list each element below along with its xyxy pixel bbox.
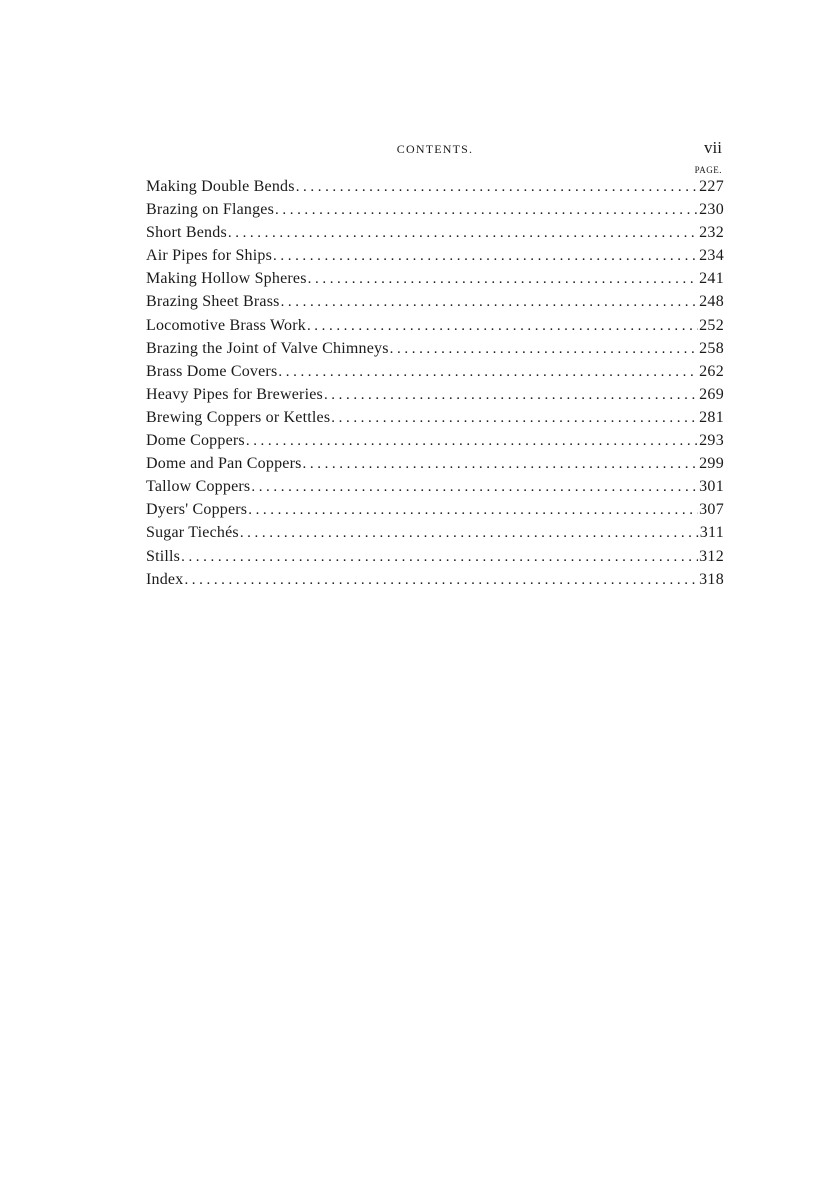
toc-entry [146, 178, 724, 201]
toc-entry-title: Brazing Sheet Brass [146, 293, 280, 311]
toc-entry [146, 317, 724, 340]
toc-entry-page: 230 [699, 201, 724, 219]
toc-entry-page: 311 [699, 524, 724, 542]
toc-entry-title: Making Hollow Spheres [146, 270, 307, 288]
toc-entry-title: Stills [146, 547, 181, 565]
toc-entry [146, 224, 724, 247]
toc-entry [146, 455, 724, 478]
toc-entry-page: 241 [699, 270, 724, 288]
toc-entry-page: 234 [699, 247, 724, 265]
toc-entry-page: 248 [699, 293, 724, 311]
dot-leader [248, 502, 698, 519]
toc-entry-page: 307 [699, 501, 724, 519]
toc-entry-title: Index [146, 570, 184, 588]
toc-entry-title: Air Pipes for Ships [146, 247, 273, 265]
toc-entry [146, 363, 724, 386]
toc-entry-page: 258 [699, 339, 724, 357]
dot-leader [390, 341, 698, 358]
toc-entry-title: Dome Coppers [146, 432, 245, 450]
toc-entry-page: 318 [699, 570, 724, 588]
dot-leader [184, 572, 698, 589]
toc-entry-title: Short Bends [146, 224, 227, 242]
dot-leader [246, 433, 698, 450]
dot-leader [303, 456, 699, 473]
dot-leader [251, 479, 698, 496]
dot-leader [273, 248, 698, 265]
toc-entry-page: 232 [699, 224, 724, 242]
toc-entry-title: Tallow Coppers [146, 478, 251, 496]
page-column-label: PAGE. [694, 165, 722, 175]
toc-entry-page: 301 [699, 478, 724, 496]
toc-entry [146, 478, 724, 501]
toc-entry-title: Brazing the Joint of Valve Chimneys [146, 339, 389, 357]
toc-entry [146, 409, 724, 432]
contents-page [146, 138, 724, 594]
toc-entry-title: Brazing on Flanges [146, 201, 275, 219]
dot-leader [307, 318, 698, 335]
toc-entry-page: 252 [699, 316, 724, 334]
toc-entry [146, 501, 724, 524]
dot-leader [324, 387, 698, 404]
toc-entry-title: Sugar Tiechés [146, 524, 239, 542]
toc-entry-title: Heavy Pipes for Breweries [146, 385, 323, 403]
toc-entry [146, 340, 724, 363]
toc-entry-page: 262 [699, 362, 724, 380]
toc-entry-page: 281 [699, 408, 724, 426]
page-number: vii [704, 138, 722, 157]
dot-leader [181, 549, 698, 566]
toc-entry-title: Making Double Bends [146, 178, 295, 195]
toc-entry-title: Brass Dome Covers [146, 362, 278, 380]
toc-entry [146, 571, 724, 594]
toc-entry [146, 270, 724, 293]
dot-leader [296, 179, 698, 196]
dot-leader [275, 202, 698, 219]
dot-leader [308, 271, 698, 288]
toc-entry-page: 299 [699, 455, 724, 473]
dot-leader [281, 294, 699, 311]
running-head: CONTENTS. [396, 142, 474, 156]
toc-entry [146, 548, 724, 571]
toc-entry-page: 312 [699, 547, 724, 565]
toc-entry [146, 247, 724, 270]
toc-entry-title: Locomotive Brass Work [146, 316, 306, 334]
toc-entry [146, 201, 724, 224]
table-of-contents [146, 178, 724, 594]
toc-entry-page: 227 [699, 178, 724, 195]
toc-entry-title: Dyers' Coppers [146, 501, 248, 519]
dot-leader [278, 364, 698, 381]
toc-entry [146, 293, 724, 316]
dot-leader [228, 225, 698, 242]
toc-entry-title: Dome and Pan Coppers [146, 455, 302, 473]
page-header [146, 138, 724, 162]
toc-entry [146, 386, 724, 409]
toc-entry [146, 524, 724, 547]
toc-entry [146, 432, 724, 455]
toc-entry-title: Brewing Coppers or Kettles [146, 408, 331, 426]
dot-leader [331, 410, 698, 427]
toc-entry-page: 293 [699, 432, 724, 450]
dot-leader [240, 525, 699, 542]
toc-entry-page: 269 [699, 385, 724, 403]
